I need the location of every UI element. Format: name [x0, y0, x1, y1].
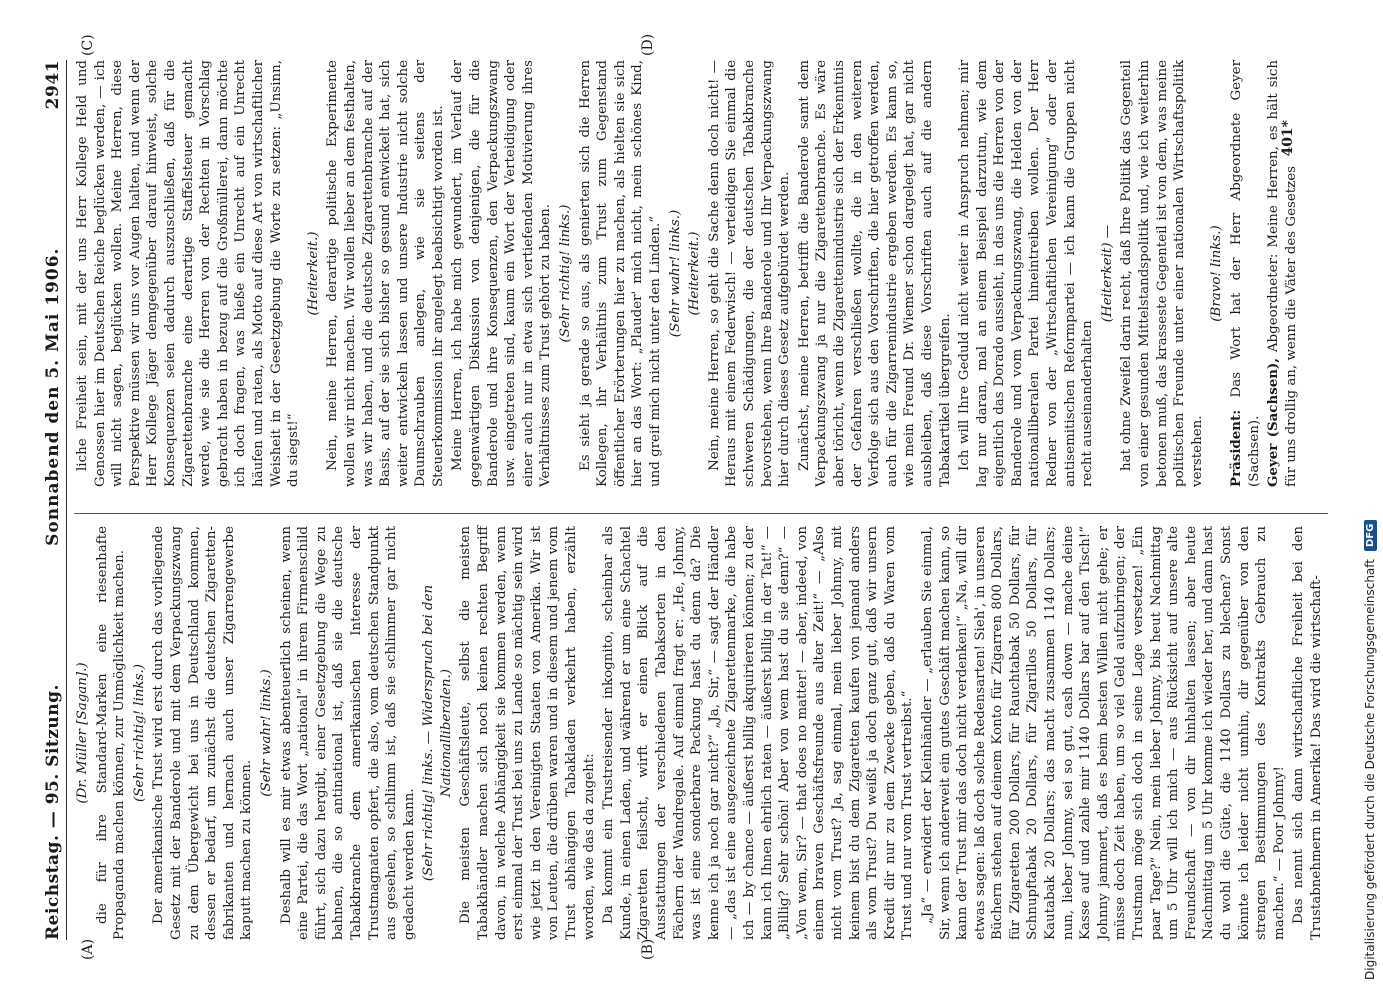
- paragraph: die für ihre Standard-Marken eine riesenhafte Propaganda machen können, zur Unmöglichkeit machen.: [94, 526, 128, 940]
- speaker-paragraph: [1228, 60, 1263, 487]
- interjection: (Sehr wahr! links.): [258, 669, 274, 797]
- paragraph: Es sieht ja gerade so aus, als genierten sich die Herren Kollegen, ihr Verhältnis zum Trust zum Gegenstand öffentlicher Erörterungen hier zu machen, als hielten sie sich hier an das Wort: „Plauder' mich nicht, mein schönes Kind, und greif mich nicht unter den Linden.“: [577, 60, 663, 487]
- sheet-signature: 401*: [1280, 120, 1296, 157]
- digitization-text: Digitalisierung gefördert durch die Deutsche Forschungsgemeinschaft: [1363, 558, 1377, 980]
- interjection: (Sehr richtig! links. — Widerspruch bei den Nationalliberalen.): [421, 584, 454, 882]
- paragraph: Nein, meine Herren, derartige politische Experimente wollen wir nicht machen. Wir wollen lieber an dem festhalten, was wir haben, und die deutsche Zigarettenbranche auf der Basis, auf der sie sich bisher so gesund entwickelt hat, sich weiter entwickeln lassen und unsere Industrie nicht solche Daumschrauben anlegen, wie sie seitens der Steuerkommission ihr angelegt beabsichtigt worden ist.: [325, 60, 446, 487]
- interjection: (Heiterkeit) —: [1099, 224, 1115, 323]
- interjection: (Bravo! links.): [1209, 225, 1225, 322]
- paragraph: hat ohne Zweifel darin recht, daß Ihre Politik das Gegenteil von einer gesunden Mittelstandspolitik und, wie ich weiterhin betonen muß, das krasseste Gegenteil ist von dem, was meine politischen Freunde unter einer nationalen Wirtschaftspolitik verstehen.: [1119, 60, 1205, 487]
- page-number: 2941: [43, 60, 63, 110]
- paragraph: „Ja“ — erwidert der Kleinhändler — „erlauben Sie einmal, Sir, wenn ich anderweit ein gutes Geschäft machen kann, so kann der Trust mir das doch nicht verdenken!“ „Na, will dir etwas sagen: laß doch solche Redensarten! Sieh', in unseren Büchern stehen auf deinem Konto für Zigarren 800 Dollars, für Zigaretten 200 Dollars, für Rauchtabak 50 Dollars, für Schnupftabak 20 Dollars, für Zigarillos 50 Dollars, für Kautabak 20 Dollars; das macht zusammen 1140 Dollars; nun, lieber Johnny, sei so gut, cash down — mache deine Kasse auf und zahle mir 1140 Dollars bar auf den Tisch!“ Johnny jammert, daß es beim besten Willen nicht gehe; er müsse doch Zeit haben, um so viel Geld aufzubringen; der Trustman möge sich doch in seine Lage versetzen! „Ein paar Tage?“ Nein, mein lieber Johnny, bis heut Nachmittag um 5 Uhr will ich mich — aus Rücksicht auf unsere alte Freundschaft — von dir hinhalten lassen; aber heute Nachmittag um 5 Uhr komme ich wieder her, und dann hast du wohl die Güte, die 1140 Dollars zu blechen? Sonst könnte ich leider nicht umhin, dir gegenüber von den strengen Bestimmungen des Kontrakts Gebrauch zu machen.“ — Poor Johnny!: [919, 526, 1287, 940]
- marker-c: (C): [80, 34, 96, 56]
- paragraph: Die meisten Geschäftsleute, selbst die meisten Tabakhändler machen sich noch keinen rechten Begriff davon, in welche Abhängigkeit sie kommen werden, wenn erst einmal der Trust bei uns zu Lande so mächtig sein wird wie jetzt in den Vereinigten Staaten von Amerika. Wir ist von Leuten, die drüben waren und in diesem und jenem vom Trust abhängigen Tabakladen verkehrt haben, erzählt worden, wie das da zugeht:: [458, 526, 597, 940]
- paragraph: Da kommt ein Trustreisender inkognito, scheinbar als Kunde, in einen Laden, und während er um eine Schachtel Zigaretten feilscht, wirft er einen Blick auf die Ausstattungen der verschiedenen Tabaksorten in den Fächern der Wandregale. Auf einmal fragt er: „He, Johnny, was ist eine sonderbare Packung hast du denn da? Die kenne ich ja noch gar nicht?“ „Ja, Sir,“ — sagt der Händler — „das ist eine ausgezeichnete Zigarettenmarke, die habe ich — by chance — äußerst billig akquirieren können; zu der kann ich Ihnen ehrlich raten — äußerst billig in der Tat!“ — „Billig? Sehr schön! Aber von wem hast du sie denn?“ — „Von wem, Sir? — that does no matter! — aber, indeed, von einem braven Geschäftsfreunde aus alter Zeit!“ — „Also nicht vom Trust? Ja, sag einmal, mein lieber Johnny, mit keinem bist du dem Zigaretten kaufen von jemand anders als vom Trust? Du weißt ja doch ganz gut, daß wir unsern Kredit dir nur zu dem Zwecke geben, daß du Waren vom Trust und nur vom Trust vertreibst.“: [601, 526, 916, 940]
- speaker-text: Abgeordneter: Meine Herren, es hält sich für uns drollig an, wenn die Väter des Gesetzes: [1266, 60, 1299, 487]
- paragraph: Der amerikanische Trust wird erst durch das vorliegende Gesetz mit der Banderole und mit dem Verpackungszwang zu dem Übergewicht bei uns in Deutschland kommen, dessen er bedarf, um zunächst die deutschen Zigaretten-fabrikanten und hernach auch unser Zigarrengewerbe kaputt machen zu können.: [151, 526, 255, 940]
- marker-b: (B): [640, 938, 656, 960]
- paragraph: Deshalb will es mir etwas abenteuerlich scheinen, wenn eine Partei, die das Wort „national“ in ihrem Firmenschild führt, sich dazu hergibt, einer Gesetzgebung die Wege zu bahnen, die so antinational ist, daß sie die deutsche Tabakbranche dem amerikanischen Interesse der Trustmagnaten opfert, die also, vom deutschen Standpunkt aus gesehen, so schlimm ist, daß sie schlimmer gar nicht gedacht werden kann.: [278, 526, 417, 940]
- speaker-name: Geyer (Sachsen),: [1265, 358, 1282, 487]
- left-column: [74, 513, 1328, 940]
- interjection: (Sehr richtig! links.): [131, 664, 147, 802]
- paragraph: Meine Herren, ich habe mich gewundert, im Verlauf der gegenwärtigen Diskussion von denjenigen, die für die Banderole und ihre Konsequenzen, den Verpackungszwang usw. eingetreten sind, kaum ein Wort der Verteidigung oder einer auch nur in etwa sich vertiefenden Motivierung ihres Verhältnisses zum Trust gehört zu haben.: [450, 60, 554, 487]
- paragraph: Das nennt sich dann wirtschaftliche Freiheit bei den Trustabnehmern in Amerika! Das wird die wirtschaft-: [1291, 526, 1324, 940]
- header-left: Reichstag. — 95. Sitzung.: [43, 684, 63, 940]
- interjection: (Sehr wahr! links.): [667, 209, 683, 338]
- header-date: Sonnabend den 5. Mai 1906.: [43, 247, 63, 546]
- interjection: (Sehr richtig! links.): [558, 204, 574, 343]
- interjection: (Heiterkeit.): [305, 231, 321, 316]
- digitization-note: [1360, 20, 1380, 980]
- interjection: (Dr. Müller [Sagan].): [75, 662, 90, 804]
- page-header: [40, 60, 67, 940]
- paragraph: Ich will Ihre Geduld nicht weiter in Anspruch nehmen; mir lag nur daran, mal an einem Beispiel darzutun, wie dem eigentlich das Dorado aussieht, in das uns die Herren von der Banderole und vom Verpackungszwang, die Helden von der nationalliberalen Partei hineintreiben wollen. Der Herr Redner von der „Wirtschaftlichen Vereinigung“ oder der antisemitischen Reformpartei — ich kann die Gruppen nicht recht auseinanderhalten: [957, 60, 1096, 487]
- interjection: (Heiterkeit.): [687, 231, 703, 316]
- marker-d: (D): [640, 33, 656, 56]
- speaker-name: Präsident:: [1228, 409, 1244, 487]
- dfg-logo: DFG: [1364, 520, 1377, 551]
- paragraph: liche Freiheit sein, mit der uns Herr Kollege Held und Genossen hier im Deutschen Reiche beglücken werden, — ich will nicht sagen, beglücken wollen. Meine Herren, diese Perspektive müssen wir uns vor Augen halten, und wenn der Herr Kollege Jäger demgegenüber darauf hinweist, solche Konsequenzen seien dadurch auszuschließen, daß für die Zigarettenbranche eine derartige Staffelsteuer gemacht werde, wie sie die Herren von der Rechten in Vorschlag gebracht haben in bezug auf die Großmüllerei, dann möchte ich doch fragen, was hieße ein Unrecht auf ein Unrecht häufen und raten, als Motto auf diese Art von wirtschaftlicher Weisheit in der Gesetzgebung die Worte zu setzen: „Unsinn, du siegst!“: [75, 60, 302, 487]
- marker-a: (A): [80, 938, 96, 960]
- paragraph: Zunächst, meine Herren, betrifft die Banderole samt dem Verpackungszwang ja nur die Zigarettenbranche. Es wäre aber töricht, wenn die Zigarettenindustrie sich der Erkenntnis der Gefahren verschließen wollte, die in den weiteren Verfolge sich aus den Vorschriften, die hier getroffen werden, auch für die Zigarrenindustrie ergeben werden. Es kann so, wie mein Freund Dr. Wiemer schon dargelegt hat, gar nicht ausbleiben, daß diese Vorschriften auch auf die andern Tabakartikel übergreifen.: [796, 60, 953, 487]
- paragraph: Nein, meine Herren, so geht die Sache denn doch nicht! — Heraus mit einem Federwisch! — verteidigen Sie einmal die schweren Schädigungen, die der deutschen Tabakbranche bevorstehen, wenn Ihre Banderole und Ihr Verpackungszwang hier durch dieses Gesetz aufgebürdet werden.: [706, 60, 793, 487]
- speaker-text: Das Wort hat der Herr Abgeordnete Geyer (Sachsen).: [1229, 60, 1262, 487]
- right-column: [74, 60, 1328, 487]
